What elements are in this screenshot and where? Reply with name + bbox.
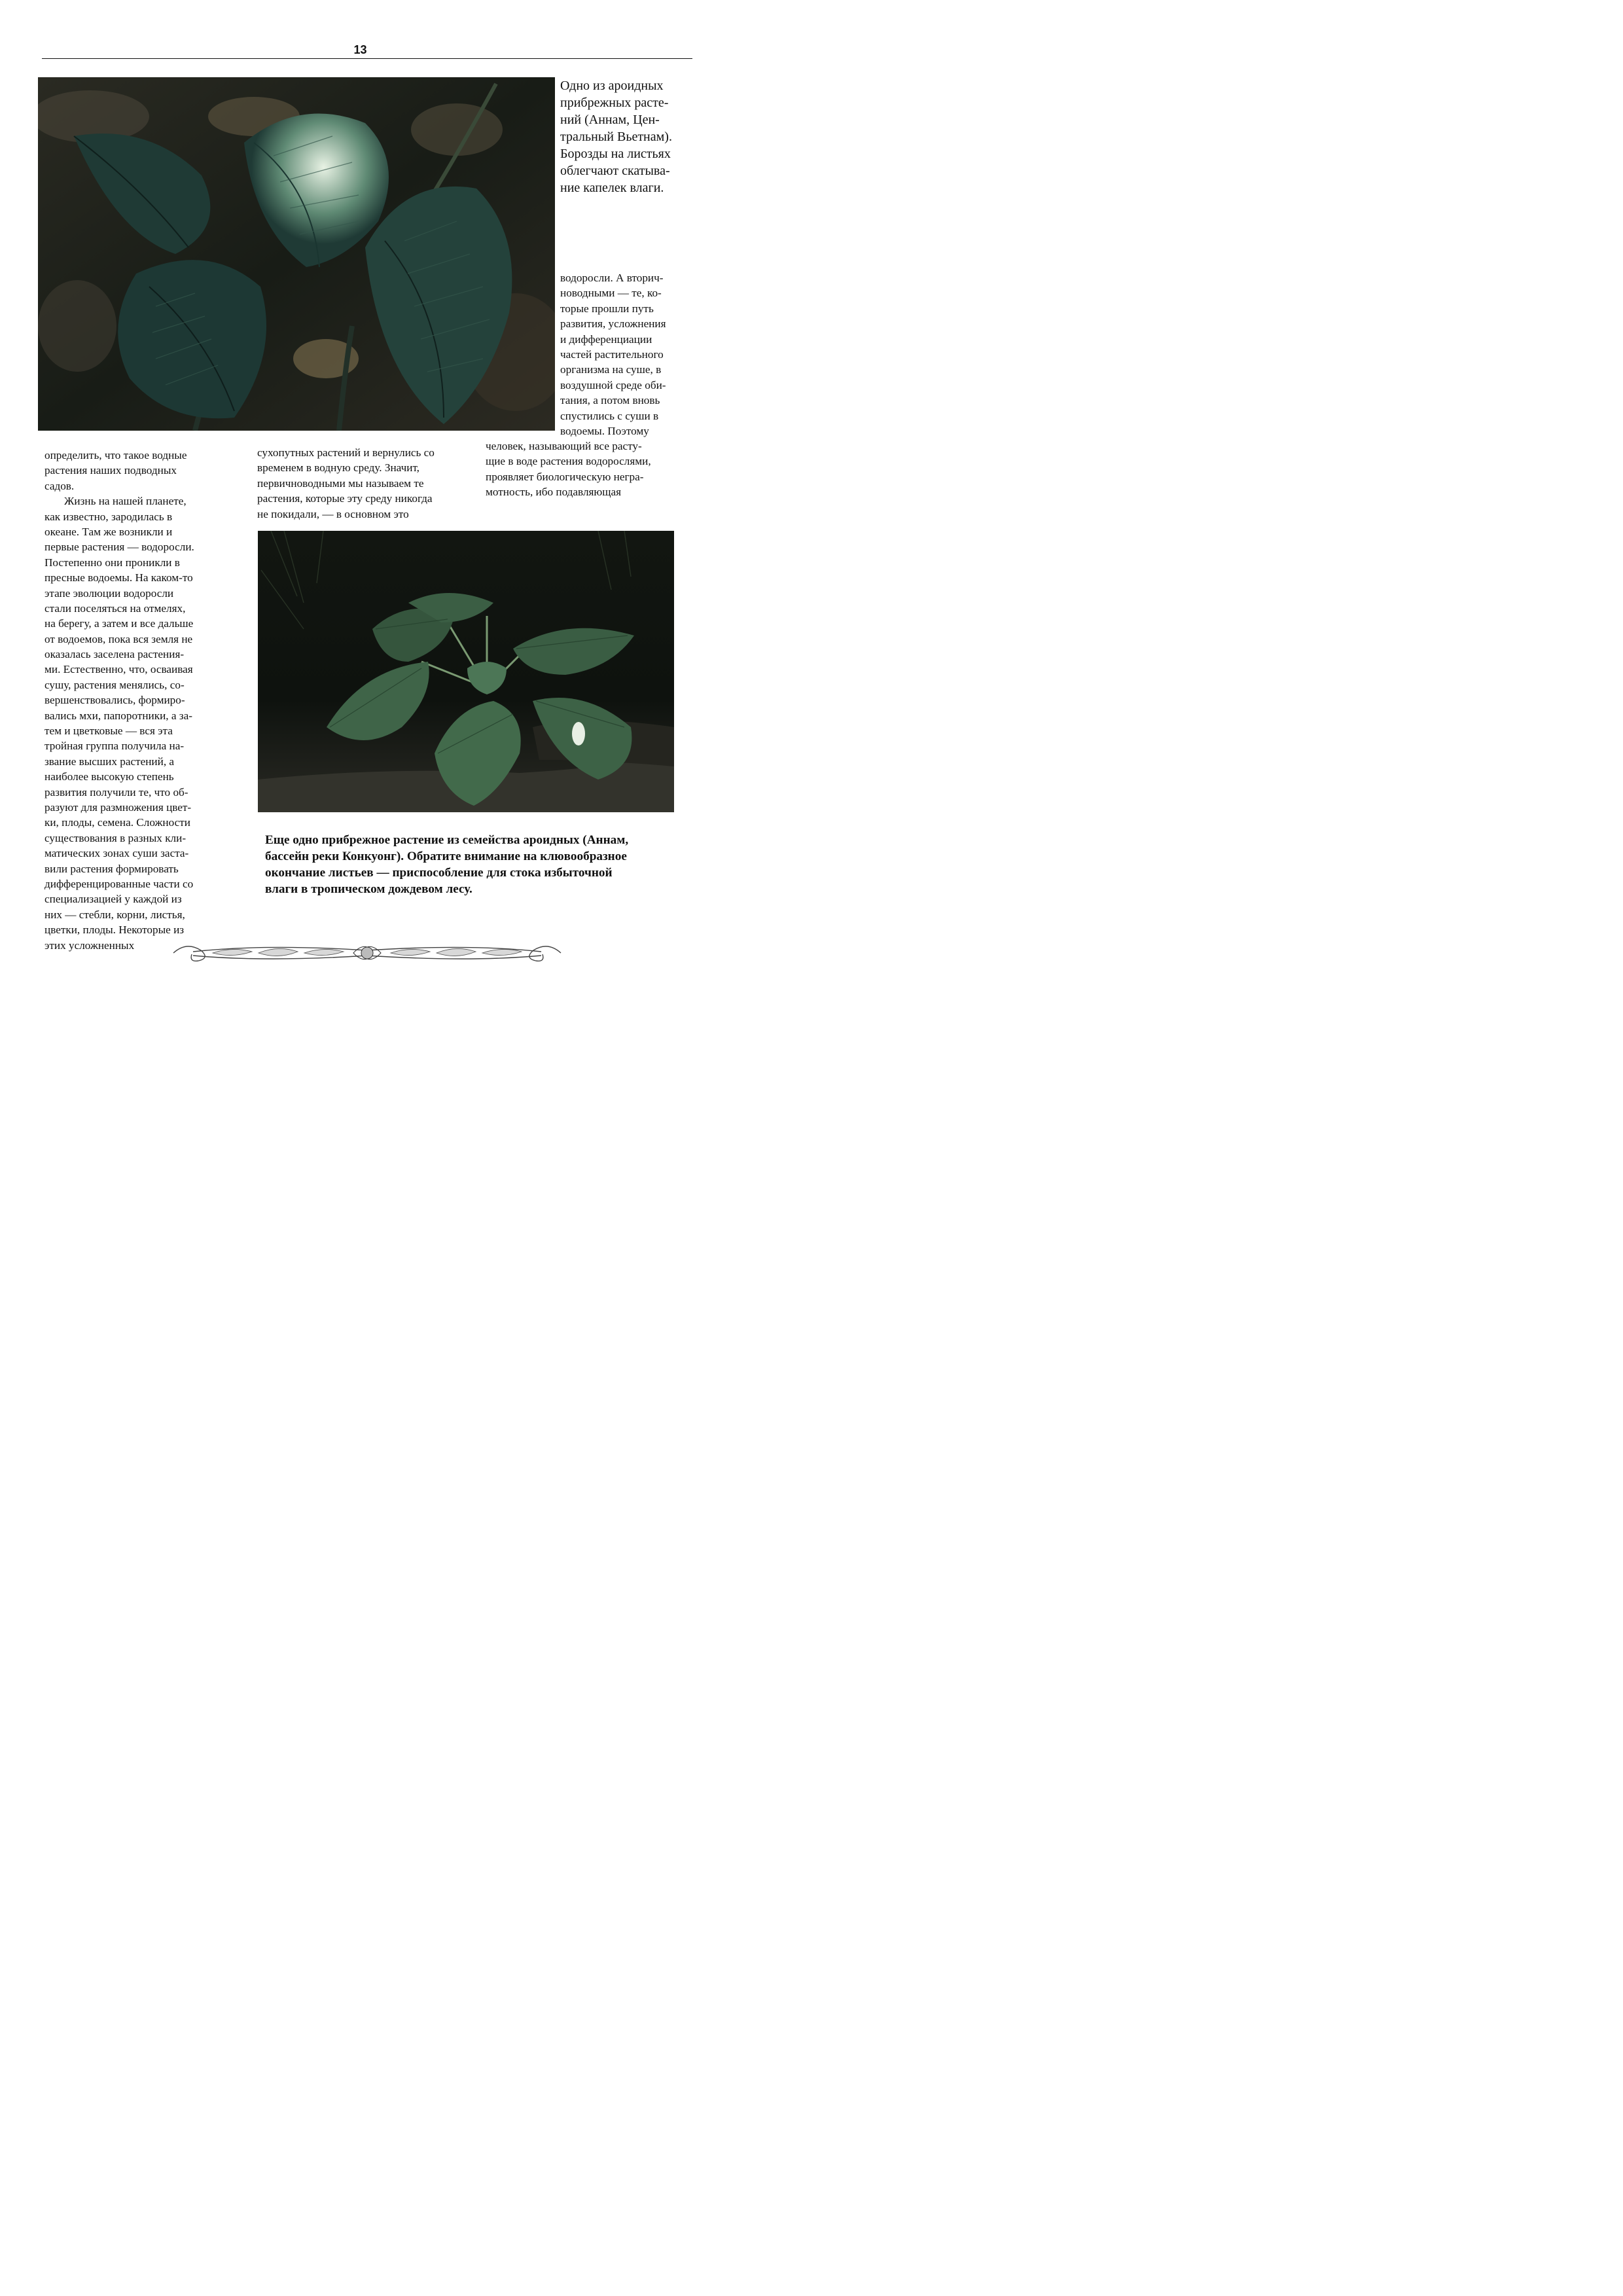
photo-bottom-image xyxy=(258,531,674,812)
text-line: тания, а потом вновь xyxy=(560,394,660,407)
photo-top-image xyxy=(38,77,555,431)
text-line: этих усложненных xyxy=(45,939,135,952)
text-line: ми. Естественно, что, осваивая xyxy=(45,663,193,676)
caption-line: окончание листьев — приспособление для стока избыточной xyxy=(265,866,613,880)
text-line: от водоемов, пока вся земля не xyxy=(45,632,193,645)
text-column-right-top xyxy=(560,270,666,439)
text-line: существования в разных кли- xyxy=(45,831,187,844)
text-column-left xyxy=(45,448,194,953)
text-line: развития получили те, что об- xyxy=(45,785,188,798)
text-line: водоемы. Поэтому xyxy=(560,424,649,437)
photo-bottom xyxy=(258,531,674,812)
text-line: сушу, растения менялись, со- xyxy=(45,678,185,691)
text-line: как известно, зародилась в xyxy=(45,510,173,523)
text-line: растения наших подводных xyxy=(45,464,177,477)
text-line: сухопутных растений и вернулись со xyxy=(257,446,435,459)
text-line: специализацией у каждой из xyxy=(45,893,182,906)
text-line: мотность, ибо подавляющая xyxy=(486,486,622,499)
text-line: наиболее высокую степень xyxy=(45,770,174,783)
text-line: садов. xyxy=(45,479,75,492)
caption-line: Борозды на листьях xyxy=(560,147,671,161)
caption-line: облегчают скатыва- xyxy=(560,164,670,178)
text-line: временем в водную среду. Значит, xyxy=(257,461,419,475)
text-line: цветки, плоды. Некоторые из xyxy=(45,924,185,937)
caption-line: бассейн реки Конкуонг). Обратите внимание на клювообразное xyxy=(265,850,627,863)
text-line: первые растения — водоросли. xyxy=(45,541,194,554)
text-line: проявляет биологическую негра- xyxy=(486,470,644,483)
text-line: оказалась заселена растения- xyxy=(45,648,185,661)
decorative-ornament xyxy=(167,937,567,967)
caption-line: Еще одно прибрежное растение из семейства ароидных (Аннам, xyxy=(265,833,629,847)
text-line: определить, что такое водные xyxy=(45,449,187,461)
text-line: организма на суше, в xyxy=(560,363,662,376)
text-line: растения, которые эту среду никогда xyxy=(257,492,433,505)
text-line: матических зонах суши заста- xyxy=(45,847,189,860)
page-number: 13 xyxy=(353,43,367,56)
text-column-middle xyxy=(257,445,435,522)
text-line: Жизнь на нашей планете, xyxy=(64,495,187,508)
caption-line: ний (Аннам, Цен- xyxy=(560,113,660,127)
photo-top-caption xyxy=(560,77,672,196)
caption-line: Одно из ароидных xyxy=(560,79,664,93)
text-line: вершенствовались, формиро- xyxy=(45,694,185,707)
text-line: и дифференциации xyxy=(560,332,652,346)
text-line: водоросли. А вторич- xyxy=(560,272,664,284)
text-line: пресные водоемы. На каком-то xyxy=(45,571,193,584)
text-column-right-bottom xyxy=(486,439,651,500)
text-line: разуют для размножения цвет- xyxy=(45,800,192,814)
ornament-flourish-icon xyxy=(167,937,567,967)
text-line: воздушной среде оби- xyxy=(560,378,666,391)
text-line: вались мхи, папоротники, а за- xyxy=(45,709,192,722)
text-line: на берегу, а затем и все дальше xyxy=(45,617,194,630)
text-line: первичноводными мы называем те xyxy=(257,476,424,490)
text-line: океане. Там же возникли и xyxy=(45,525,173,538)
text-line: не покидали, — в основном это xyxy=(257,507,409,520)
text-line: торые прошли путь xyxy=(560,302,654,315)
caption-line: прибрежных расте- xyxy=(560,96,669,110)
photo-top xyxy=(38,77,555,431)
caption-line: влаги в тропическом дождевом лесу. xyxy=(265,882,473,896)
text-line: них — стебли, корни, листья, xyxy=(45,908,185,921)
header-rule xyxy=(42,58,692,59)
photo-bottom-caption xyxy=(265,832,628,897)
text-line: Постепенно они проникли в xyxy=(45,556,180,569)
text-line: звание высших растений, а xyxy=(45,755,175,768)
caption-line: тральный Вьетнам). xyxy=(560,130,672,144)
text-line: новодными — те, ко- xyxy=(560,287,662,300)
text-line: дифференцированные части со xyxy=(45,877,194,890)
text-line: развития, усложнения xyxy=(560,317,666,331)
text-line: человек, называющий все расту- xyxy=(486,440,642,452)
caption-line: ние капелек влаги. xyxy=(560,181,664,195)
text-line: этапе эволюции водоросли xyxy=(45,586,174,600)
text-line: вили растения формировать xyxy=(45,862,179,875)
text-line: тройная группа получила на- xyxy=(45,740,185,753)
text-line: тем и цветковые — вся эта xyxy=(45,725,173,738)
text-line: ки, плоды, семена. Сложности xyxy=(45,816,190,829)
text-line: стали поселяться на отмелях, xyxy=(45,601,186,615)
text-line: спустились с суши в xyxy=(560,409,659,422)
text-line: частей растительного xyxy=(560,348,664,361)
text-line: щие в воде растения водорослями, xyxy=(486,455,651,468)
